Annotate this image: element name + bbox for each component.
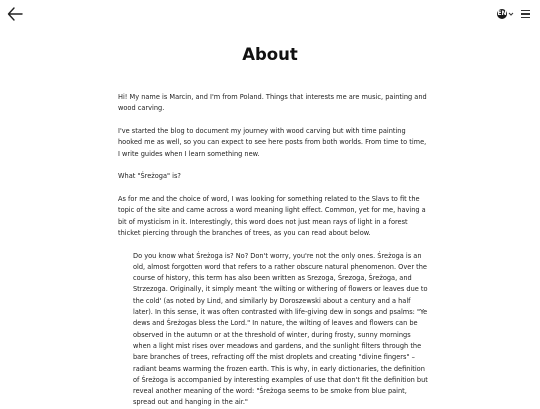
blog-purpose-paragraph: I've started the blog to document my journey with wood carving but with time painting hooked me as well, so you can expect to see here posts from both worlds. From time to time, I write guides when I learn something new. bbox=[118, 126, 427, 158]
article-content bbox=[118, 92, 428, 409]
question-heading: What "Śreżoga" is? bbox=[118, 172, 181, 181]
menu-line bbox=[521, 10, 530, 11]
menu-line bbox=[521, 13, 530, 14]
menu-line bbox=[521, 17, 530, 18]
arrow-left-icon bbox=[7, 7, 23, 21]
back-button[interactable] bbox=[7, 7, 23, 21]
word-choice-paragraph: As for me and the choice of word, I was looking for something related to the Slavs to fit the topic of the site and came across a word meaning light effect. Common, yet for me, having a bit of mysticism in it. Interestingly, this word does not just mean rays of light in a forest thicket piercing through the branches of trees, as you can read about below. bbox=[118, 194, 426, 237]
intro-paragraph: Hi! My name is Marcin, and I'm from Poland. Things that interests me are music, painting and wood carving. bbox=[118, 93, 427, 113]
chevron-down-icon bbox=[508, 9, 514, 19]
page-title: About bbox=[242, 45, 298, 64]
language-switcher[interactable] bbox=[497, 9, 514, 19]
language-badge: EN bbox=[497, 10, 507, 17]
top-bar bbox=[0, 0, 540, 30]
hamburger-menu-icon[interactable] bbox=[521, 10, 530, 18]
definition-quote: Do you know what Śreżoga is? No? Don't worry, you're not the only ones. Śreżoga is an old, almost forgotten word that refers to a rather obscure natural phenomenon. Over the course of history, this term has also been written as Srezoga, Śrezoga, Śreżoga, and Strzezoga. Originally, it simply meant 'the wilting or withering of flowers or leaves due to the cold' (as noted by Lind, and similarly by Doroszewski about a century and a half later). In this sense, it was often contrasted with life-giving dew in songs and psalms: "Ye dews and Śreżogas bless the Lord." In nature, the wilting of leaves and flowers can be observed in the autumn or at the threshold of winter, during frosty, sunny mornings when a light mist rises over meadows and gardens, and the sunlight filters through the bare branches of trees, refracting off the mist droplets and creating "divine fingers" – radiant beams warming the frozen earth. This is why, in early dictionaries, the definition of Śreżoga is accompanied by interesting examples of use that don't fit the definition but reveal another meaning of the word: "Śreżoga seems to be smoke from blue paint, spread out and hanging in the air." bbox=[133, 251, 428, 407]
